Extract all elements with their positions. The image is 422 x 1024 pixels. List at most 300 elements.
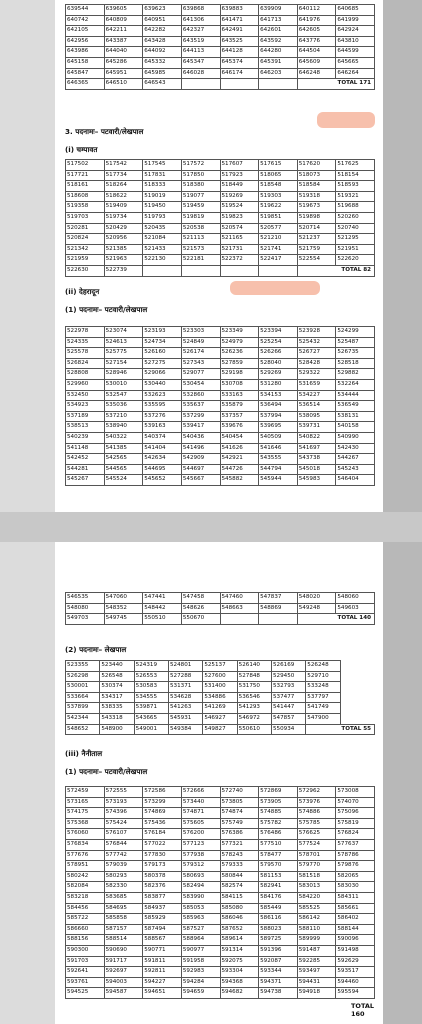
table-cell: 645609 — [297, 57, 336, 68]
table-row — [66, 850, 375, 861]
table-cell: 572962 — [297, 787, 336, 798]
table-cell: 641713 — [259, 15, 298, 26]
table-cell: 519409 — [104, 202, 143, 213]
table-cell: 548352 — [104, 603, 143, 614]
table-cell: 575749 — [220, 818, 259, 829]
table-cell: 642601 — [259, 26, 298, 37]
table-cell: 576107 — [104, 829, 143, 840]
table-row — [66, 432, 375, 443]
table-cell: 540822 — [297, 432, 336, 443]
table-cell: 520538 — [181, 223, 220, 234]
table-cell: 535036 — [104, 401, 143, 412]
table-cell: 583013 — [297, 882, 336, 893]
table-row — [66, 390, 375, 401]
table-cell: 590690 — [104, 945, 143, 956]
table-cell: 646028 — [181, 68, 220, 79]
table-cell: 591396 — [259, 945, 298, 956]
table-cell: 642605 — [297, 26, 336, 37]
post-heading: (1) पदनामः– पटवारी/लेखपाल — [65, 767, 148, 776]
table-row — [66, 443, 375, 454]
table-cell: 533248 — [306, 682, 340, 693]
table-cell: 517620 — [297, 160, 336, 171]
table-cell: 521963 — [104, 255, 143, 266]
table-cell: 643776 — [297, 36, 336, 47]
table-cell: 645286 — [104, 57, 143, 68]
table-cell: 545652 — [143, 475, 182, 486]
table-cell: 583685 — [104, 892, 143, 903]
table-cell: 588514 — [104, 935, 143, 946]
table-row — [66, 464, 375, 475]
table-cell: 520435 — [143, 223, 182, 234]
table-cell: 639544 — [66, 5, 105, 16]
table-cell: 574070 — [336, 797, 375, 808]
table-cell: 646174 — [220, 68, 259, 79]
table-cell: 522620 — [336, 255, 375, 266]
table-cell: 587157 — [104, 924, 143, 935]
table-cell: 645665 — [336, 57, 375, 68]
table-cell: 594003 — [104, 977, 143, 988]
table-cell: 639623 — [143, 5, 182, 16]
table-cell: 521731 — [220, 244, 259, 255]
table-cell: 645347 — [181, 57, 220, 68]
table-cell: 542430 — [336, 443, 375, 454]
table-cell: 526298 — [66, 671, 100, 682]
table-cell: 593304 — [220, 967, 259, 978]
table-cell: 517831 — [143, 170, 182, 181]
table-cell: 590771 — [143, 945, 182, 956]
table-cell: 545983 — [297, 475, 336, 486]
table-cell: 645158 — [66, 57, 105, 68]
table-cell: 519077 — [181, 191, 220, 202]
table-cell: 594525 — [66, 988, 105, 999]
table-cell: 539871 — [134, 703, 168, 714]
table-cell: 522417 — [259, 255, 298, 266]
table-cell: 575436 — [143, 818, 182, 829]
table-cell: 524613 — [104, 337, 143, 348]
table-cell: 578477 — [259, 850, 298, 861]
roll-number-table — [65, 4, 375, 90]
table-cell: 592285 — [297, 956, 336, 967]
table-cell: 645985 — [143, 68, 182, 79]
post-heading: (1) पदनामः– पटवारी/लेखपाल — [65, 305, 148, 314]
table-cell: 585525 — [297, 903, 336, 914]
table-cell: 547900 — [306, 713, 340, 724]
table-cell: 524849 — [181, 337, 220, 348]
table-cell: 594227 — [143, 977, 182, 988]
section-heading: 3. पदनामः– पटवारी/लेखपाल — [65, 127, 144, 136]
table-cell: 573905 — [259, 797, 298, 808]
table-cell: 573165 — [66, 797, 105, 808]
table-cell: 591314 — [220, 945, 259, 956]
table-cell: 520956 — [104, 234, 143, 245]
table-cell: 528946 — [104, 369, 143, 380]
table-cell: 639868 — [181, 5, 220, 16]
page-shadow-edge — [382, 542, 422, 1024]
table-cell: 574871 — [181, 808, 220, 819]
table-cell: 534886 — [203, 692, 237, 703]
table-cell: 543665 — [134, 713, 168, 724]
table-cell: 520281 — [66, 223, 105, 234]
table-cell: 573299 — [143, 797, 182, 808]
table-cell: 584115 — [220, 892, 259, 903]
table-cell — [259, 614, 298, 625]
table-cell: 584456 — [66, 903, 105, 914]
table-cell: 530708 — [220, 379, 259, 390]
table-row — [66, 181, 375, 192]
table-cell: 579770 — [297, 861, 336, 872]
table-cell: 579312 — [181, 861, 220, 872]
table-cell: 532793 — [271, 682, 305, 693]
table-cell: 548652 — [66, 724, 100, 735]
table-cell: 540436 — [181, 432, 220, 443]
table-row — [66, 244, 375, 255]
table-cell: 574874 — [220, 808, 259, 819]
table-cell: 519819 — [181, 212, 220, 223]
table-cell: 519688 — [336, 202, 375, 213]
table-cell: 548869 — [259, 603, 298, 614]
table-cell: 534923 — [66, 401, 105, 412]
table-cell: 646203 — [259, 68, 298, 79]
table-row — [66, 882, 375, 893]
table-cell: 592811 — [143, 967, 182, 978]
table-cell: 644280 — [259, 47, 298, 58]
table-row — [66, 160, 375, 171]
table-cell: 578243 — [220, 850, 259, 861]
table-cell: 517572 — [181, 160, 220, 171]
table-cell: 534628 — [168, 692, 202, 703]
table-row — [66, 26, 375, 37]
table-cell: 577123 — [181, 839, 220, 850]
table-cell: 534227 — [297, 390, 336, 401]
table-cell: 642924 — [336, 26, 375, 37]
table-row — [66, 945, 375, 956]
table-row — [66, 255, 375, 266]
table-cell: 521113 — [181, 234, 220, 245]
table-cell: 519303 — [259, 191, 298, 202]
table-cell: 522630 — [66, 265, 105, 276]
roll-number-table — [65, 786, 375, 999]
table-cell: 546927 — [203, 713, 237, 724]
table-cell: 640951 — [143, 15, 182, 26]
table-cell: 586402 — [336, 914, 375, 925]
table-cell: 589614 — [220, 935, 259, 946]
table-cell: 575785 — [297, 818, 336, 829]
table-cell: 588964 — [181, 935, 220, 946]
table-cell: 644599 — [336, 47, 375, 58]
table-cell: 644504 — [297, 47, 336, 58]
table-cell: 521385 — [104, 244, 143, 255]
table-row — [66, 956, 375, 967]
document-page-1 — [55, 0, 383, 512]
table-cell: 578951 — [66, 861, 105, 872]
table-cell: 591811 — [143, 956, 182, 967]
table-cell: 549745 — [104, 614, 143, 625]
roll-number-table — [65, 660, 375, 735]
table-total: TOTAL 82 — [297, 265, 374, 276]
table-cell — [181, 265, 220, 276]
table-cell: 575782 — [259, 818, 298, 829]
table-cell: 521433 — [143, 244, 182, 255]
table-cell: 522181 — [181, 255, 220, 266]
table-cell: 535595 — [143, 401, 182, 412]
table-cell: 577742 — [104, 850, 143, 861]
table-cell: 586116 — [259, 914, 298, 925]
table-cell: 641999 — [336, 15, 375, 26]
table-cell: 520574 — [220, 223, 259, 234]
table-cell: 544726 — [220, 464, 259, 475]
table-row — [66, 808, 375, 819]
table-cell: 584937 — [143, 903, 182, 914]
table-cell: 576625 — [297, 829, 336, 840]
table-cell: 580693 — [181, 871, 220, 882]
table-cell: 575819 — [336, 818, 375, 829]
table-cell: 639883 — [220, 5, 259, 16]
table-cell: 519898 — [297, 212, 336, 223]
table-cell: 522130 — [143, 255, 182, 266]
table-cell: 537797 — [306, 692, 340, 703]
table-cell: 518161 — [66, 181, 105, 192]
table-cell: 532623 — [143, 390, 182, 401]
table-cell: 590096 — [336, 935, 375, 946]
table-cell: 532547 — [104, 390, 143, 401]
table-cell: 526266 — [259, 348, 298, 359]
table-cell: 545524 — [104, 475, 143, 486]
table-cell: 644128 — [220, 47, 259, 58]
table-cell: 518608 — [66, 191, 105, 202]
table-cell: 534555 — [134, 692, 168, 703]
table-cell: 641976 — [297, 15, 336, 26]
table-cell: 590977 — [181, 945, 220, 956]
table-cell: 585858 — [104, 914, 143, 925]
table-cell: 576834 — [66, 839, 105, 850]
table-row — [66, 661, 375, 672]
table-row — [66, 787, 375, 798]
table-cell: 524299 — [336, 327, 375, 338]
table-cell: 543738 — [297, 454, 336, 465]
table-cell: 583877 — [143, 892, 182, 903]
table-cell: 525487 — [336, 337, 375, 348]
table-cell: 643525 — [220, 36, 259, 47]
table-cell: 528040 — [259, 358, 298, 369]
table-cell: 643810 — [336, 36, 375, 47]
table-cell: 519851 — [259, 212, 298, 223]
table-cell: 592075 — [220, 956, 259, 967]
page-shadow-edge — [382, 0, 422, 512]
table-cell: 579570 — [259, 861, 298, 872]
table-cell: 525775 — [104, 348, 143, 359]
table-cell: 582494 — [181, 882, 220, 893]
table-cell: 529710 — [306, 671, 340, 682]
table-cell: 525254 — [259, 337, 298, 348]
table-row — [66, 223, 375, 234]
table-cell: 583218 — [66, 892, 105, 903]
table-row — [66, 724, 375, 735]
table-cell: 519823 — [220, 212, 259, 223]
table-cell: 573440 — [181, 797, 220, 808]
table-cell: 520577 — [259, 223, 298, 234]
table-cell: 594284 — [181, 977, 220, 988]
table-cell: 535637 — [181, 401, 220, 412]
table-cell: 523394 — [259, 327, 298, 338]
table-cell: 577637 — [336, 839, 375, 850]
table-cell: 524335 — [66, 337, 105, 348]
table-row — [66, 988, 375, 999]
table-total: TOTAL 140 — [297, 614, 374, 625]
table-cell: 531280 — [259, 379, 298, 390]
table-cell: 577510 — [259, 839, 298, 850]
table-cell: 585722 — [66, 914, 105, 925]
table-cell: 527859 — [220, 358, 259, 369]
table-cell: 640112 — [297, 5, 336, 16]
table-cell: 534153 — [259, 390, 298, 401]
table-cell: 520429 — [104, 223, 143, 234]
table-cell: 518073 — [297, 170, 336, 181]
table-cell: 577022 — [143, 839, 182, 850]
table-cell: 531400 — [203, 682, 237, 693]
table-cell: 641306 — [181, 15, 220, 26]
table-cell: 523928 — [297, 327, 336, 338]
table-cell: 548900 — [100, 724, 134, 735]
table-row — [66, 68, 375, 79]
table-cell: 644113 — [181, 47, 220, 58]
table-cell: 645374 — [220, 57, 259, 68]
table-cell: 581153 — [259, 871, 298, 882]
table-cell: 594587 — [104, 988, 143, 999]
table-cell: 522978 — [66, 327, 105, 338]
table-cell: 520714 — [297, 223, 336, 234]
table-cell: 518449 — [220, 181, 259, 192]
table-cell: 519321 — [336, 191, 375, 202]
table-cell: 517607 — [220, 160, 259, 171]
table-cell — [181, 79, 220, 90]
table-cell: 517734 — [104, 170, 143, 181]
table-cell: 523193 — [143, 327, 182, 338]
table-cell — [143, 265, 182, 276]
table-row — [66, 892, 375, 903]
table-cell: 533664 — [66, 692, 100, 703]
table-cell: 588567 — [143, 935, 182, 946]
table-cell: 548663 — [220, 603, 259, 614]
table-cell: 646248 — [297, 68, 336, 79]
table-cell: 572586 — [143, 787, 182, 798]
table-cell: 592641 — [66, 967, 105, 978]
table-cell: 522372 — [220, 255, 259, 266]
table-cell: 519318 — [297, 191, 336, 202]
table-cell — [220, 614, 259, 625]
table-cell: 540239 — [66, 432, 105, 443]
table-cell: 549703 — [66, 614, 105, 625]
page-gap — [0, 512, 422, 542]
table-cell: 584695 — [104, 903, 143, 914]
table-cell: 541646 — [259, 443, 298, 454]
table-cell: 575368 — [66, 818, 105, 829]
table-cell: 529882 — [336, 369, 375, 380]
table-cell: 642282 — [143, 26, 182, 37]
table-cell: 576386 — [220, 829, 259, 840]
subsection-heading: (ii) देहरादून — [65, 287, 100, 296]
table-cell: 548020 — [297, 593, 336, 604]
table-cell: 576844 — [104, 839, 143, 850]
table-row — [66, 234, 375, 245]
table-cell: 577321 — [220, 839, 259, 850]
table-cell — [259, 79, 298, 90]
table-cell: 573008 — [336, 787, 375, 798]
roll-number-table — [65, 592, 375, 625]
table-cell: 527600 — [203, 671, 237, 682]
table-cell: 587494 — [143, 924, 182, 935]
table-cell: 588144 — [336, 924, 375, 935]
table-cell: 544794 — [259, 464, 298, 475]
table-cell: 592697 — [104, 967, 143, 978]
table-row — [66, 191, 375, 202]
table-row — [66, 422, 375, 433]
table-cell: 535879 — [220, 401, 259, 412]
table-cell: 643986 — [66, 47, 105, 58]
table-cell: 526169 — [271, 661, 305, 672]
table-cell: 579039 — [104, 861, 143, 872]
table-cell: 538095 — [297, 411, 336, 422]
table-row — [66, 713, 375, 724]
table-cell: 545267 — [66, 475, 105, 486]
table-cell: 536514 — [297, 401, 336, 412]
table-cell: 525432 — [297, 337, 336, 348]
table-cell: 572740 — [220, 787, 259, 798]
table-cell: 549827 — [203, 724, 237, 735]
table-cell: 543318 — [100, 713, 134, 724]
table-cell: 529450 — [271, 671, 305, 682]
table-cell: 532860 — [181, 390, 220, 401]
table-row — [66, 671, 375, 682]
table-cell: 589725 — [259, 935, 298, 946]
table-cell: 582376 — [143, 882, 182, 893]
table-cell: 530374 — [100, 682, 134, 693]
table-cell: 539731 — [297, 422, 336, 433]
table-cell: 531659 — [297, 379, 336, 390]
table-row — [66, 79, 375, 90]
table-cell: 521951 — [336, 244, 375, 255]
table-cell: 594460 — [336, 977, 375, 988]
table-row — [66, 36, 375, 47]
table-cell: 521295 — [336, 234, 375, 245]
highlighter-mark — [230, 281, 320, 295]
table-cell: 573805 — [220, 797, 259, 808]
table-cell: 577938 — [181, 850, 220, 861]
table-cell: 591487 — [297, 945, 336, 956]
table-cell: 524319 — [134, 661, 168, 672]
table-cell: 523074 — [104, 327, 143, 338]
table-cell: 537994 — [259, 411, 298, 422]
table-cell: 582330 — [104, 882, 143, 893]
table-cell: 517625 — [336, 160, 375, 171]
table-cell: 541269 — [203, 703, 237, 714]
table-cell: 546972 — [237, 713, 271, 724]
table-cell: 528428 — [297, 358, 336, 369]
table-cell: 545882 — [220, 475, 259, 486]
table-cell: 643387 — [104, 36, 143, 47]
table-cell: 645847 — [66, 68, 105, 79]
table-cell: 526174 — [181, 348, 220, 359]
table-row — [66, 614, 375, 625]
table-cell: 550510 — [143, 614, 182, 625]
table-row — [66, 411, 375, 422]
table-cell: 523349 — [220, 327, 259, 338]
table-cell: 550670 — [181, 614, 220, 625]
table-row — [66, 475, 375, 486]
table-cell: 538131 — [336, 411, 375, 422]
table-cell: 530010 — [104, 379, 143, 390]
table-cell: 537276 — [143, 411, 182, 422]
table-cell: 589999 — [297, 935, 336, 946]
